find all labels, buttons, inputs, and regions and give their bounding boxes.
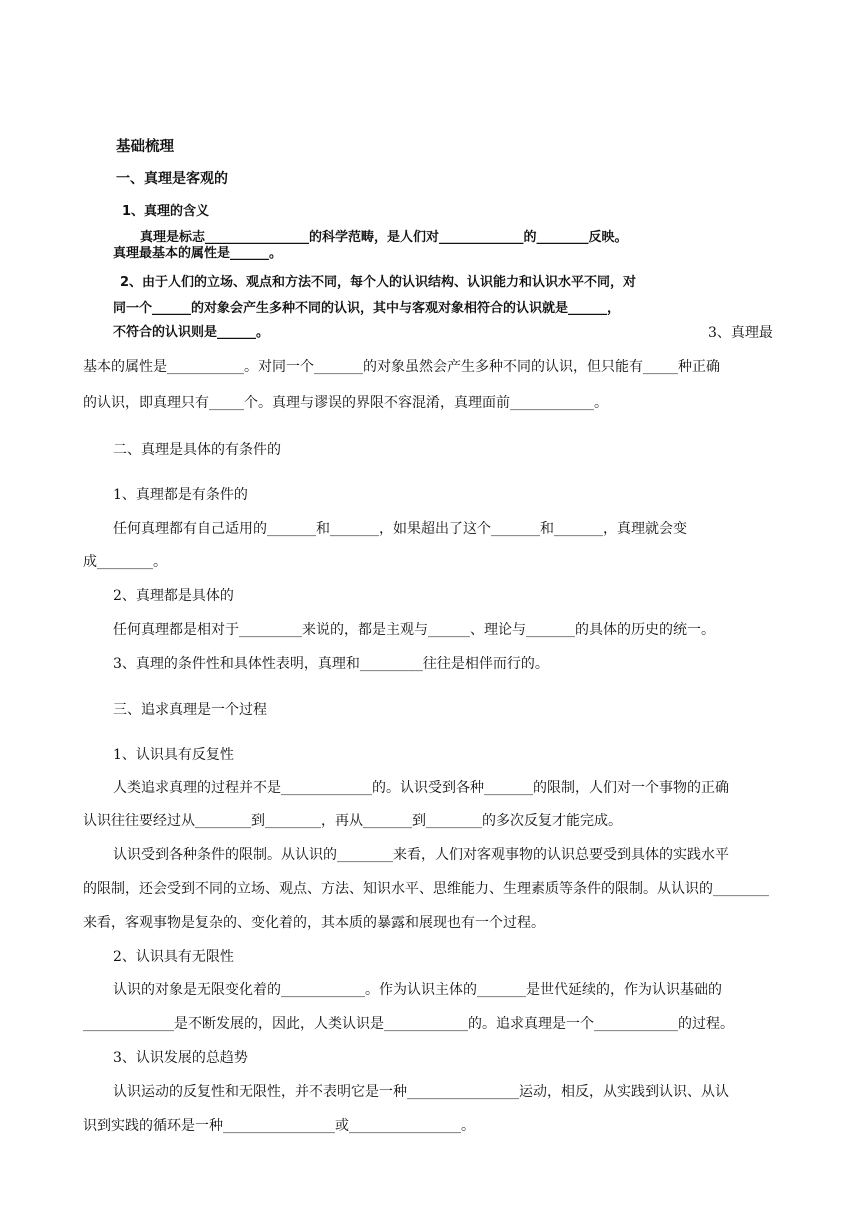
line-1-2c: 不符合的认识则是______。 [113,325,270,340]
line-3-3b: 识到实践的循环是一种________________或________________。 [83,1118,475,1134]
heading-basic-review: 基础梳理 [116,139,174,155]
section-2-heading: 二、真理是具体的有条件的 [113,442,281,458]
line-3-1b: 认识往往要经过从________到________，再从_______到________的多次反复才能完成。 [83,813,622,829]
subsection-3-1: 1、认识具有反复性 [113,747,234,763]
line-1-1a: 真理是标志________________的科学范畴，是人们对_____________的________反映。 [140,230,628,245]
subsection-3-3: 3、认识发展的总趋势 [113,1050,248,1066]
section-3-heading: 三、追求真理是一个过程 [113,702,267,718]
line-2-3: 3、真理的条件性和具体性表明，真理和_________往往是相伴而行的。 [113,656,549,672]
line-3-1a: 人类追求真理的过程并不是_____________的。认识受到各种_______的限制，人们对一个事物的正确 [113,780,729,796]
line-3-2b: _____________是不断发展的，因此，人类认识是____________的。追求真理是一个____________的过程。 [83,1016,734,1032]
line-3-2a: 认识的对象是无限变化着的____________。作为认识主体的_______是世代延续的，作为认识基础的 [113,982,722,998]
subsection-3-2: 2、认识具有无限性 [113,949,234,965]
subsection-2-2: 2、真理都是具体的 [113,588,234,604]
section-1-heading: 一、真理是客观的 [116,171,228,187]
line-2-1b: 成________。 [83,554,167,570]
line-1-3-label: 3、真理最 [708,325,773,341]
line-2-2: 任何真理都是相对于_________来说的，都是主观与______、理论与_______的具体的历史的统一。 [113,622,715,638]
line-3-1e: 来看，客观事物是复杂的、变化着的，其本质的暴露和展现也有一个过程。 [83,915,545,931]
line-1-3b: 的认识，即真理只有_____个。真理与谬误的界限不容混淆，真理面前____________。 [83,395,608,411]
line-1-2a: 2、由于人们的立场、观点和方法不同，每个人的认识结构、认识能力和认识水平不同，对 [120,275,637,290]
subsection-2-1: 1、真理都是有条件的 [113,487,248,503]
subsection-1-1: 1、真理的含义 [122,204,210,219]
line-3-1c: 认识受到各种条件的限制。从认识的________来看，人们对客观事物的认识总要受到具体的实践水平 [113,847,729,863]
line-1-3a: 基本的属性是___________。对同一个_______的对象虽然会产生多种不同的认识，但只能有_____种正确 [83,359,720,375]
line-2-1a: 任何真理都有自己适用的_______和_______，如果超出了这个_______和_______，真理就会变 [113,521,687,537]
line-3-3a: 认识运动的反复性和无限性，并不表明它是一种________________运动，相反，从实践到认识、从认 [113,1084,729,1100]
line-1-1b: 真理最基本的属性是______。 [113,246,283,261]
line-1-2b: 同一个______的对象会产生多种不同的认识，其中与客观对象相符合的认识就是______， [113,301,621,316]
line-3-1d: 的限制，还会受到不同的立场、观点、方法、知识水平、思维能力、生理素质等条件的限制。从认识的________ [83,881,769,897]
